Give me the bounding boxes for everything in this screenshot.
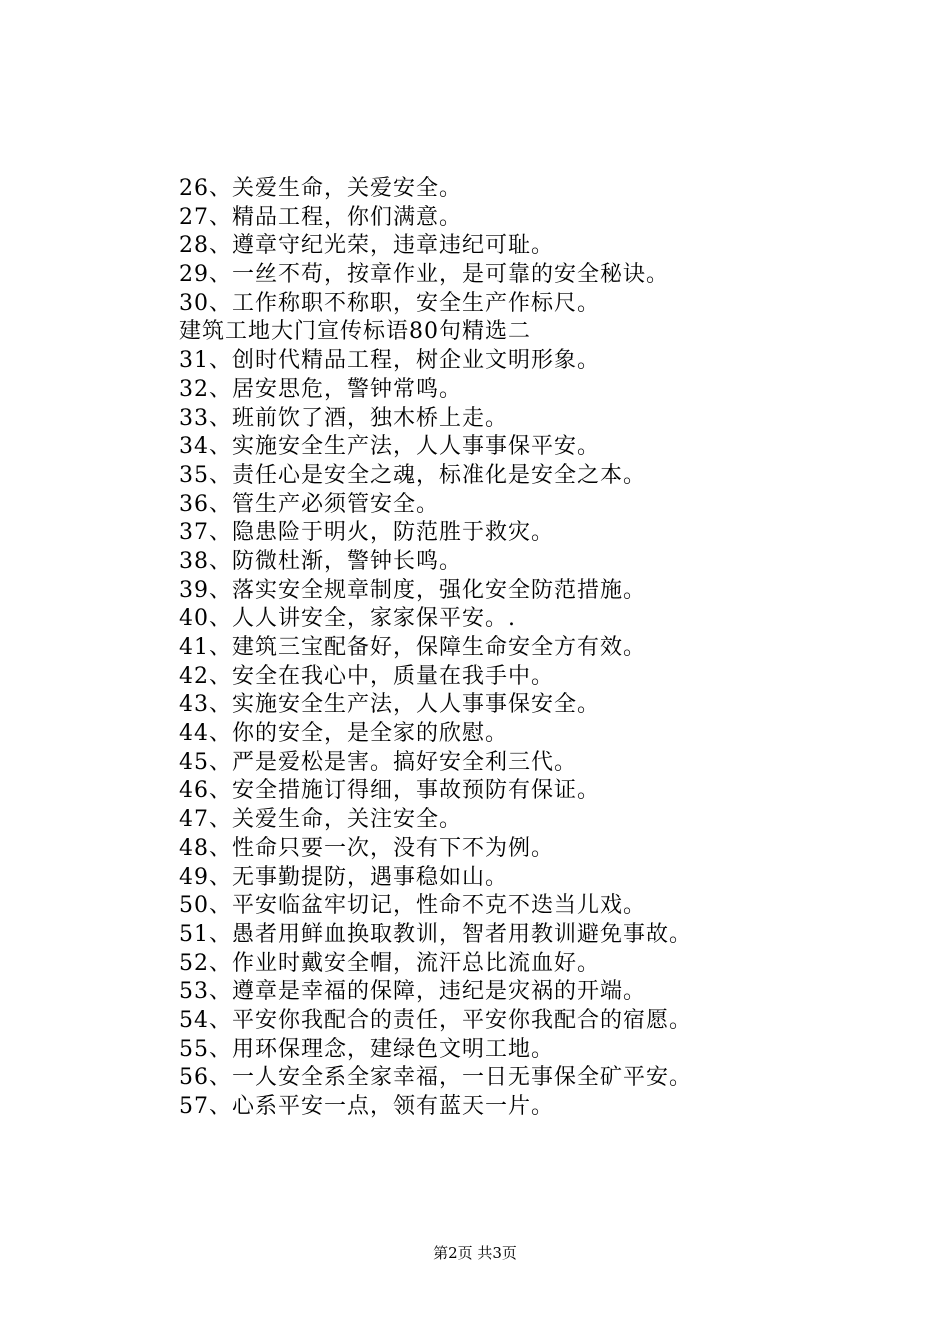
list-item: 47、关爱生命，关注安全。 (179, 807, 462, 833)
slogan-list (179, 175, 879, 1122)
list-item: 57、心系平安一点，领有蓝天一片。 (179, 1094, 554, 1119)
list-item: 33、班前饮了酒，独木桥上走。 (179, 405, 508, 431)
list-item: 32、居安思危，警钟常鸣。 (179, 376, 462, 402)
list-item: 39、落实安全规章制度，强化安全防范措施。 (179, 577, 646, 603)
page-number-footer: 第2页 共3页 (433, 1244, 517, 1262)
list-item: 43、实施安全生产法，人人事事保安全。 (179, 692, 600, 718)
list-item: 52、作业时戴安全帽，流汗总比流血好。 (179, 950, 600, 976)
list-item: 27、精品工程，你们满意。 (179, 204, 462, 230)
list-item: 36、管生产必须管安全。 (179, 491, 439, 517)
list-item: 34、实施安全生产法，人人事事保平安。 (179, 434, 600, 460)
list-item: 38、防微杜渐，警钟长鸣。 (179, 548, 462, 574)
list-item: 28、遵章守纪光荣，违章违纪可耻。 (179, 233, 554, 259)
list-item: 48、性命只要一次，没有下不为例。 (179, 835, 554, 861)
list-item: 30、工作称职不称职，安全生产作标尺。 (179, 290, 600, 316)
list-item: 49、无事勤提防，遇事稳如山。 (179, 864, 508, 890)
list-item: 29、一丝不苟，按章作业，是可靠的安全秘诀。 (179, 262, 669, 288)
list-item: 56、一人安全系全家幸福，一日无事保全矿平安。 (179, 1065, 692, 1091)
list-item: 41、建筑三宝配备好，保障生命安全方有效。 (179, 635, 646, 660)
list-item: 35、责任心是安全之魂，标准化是安全之本。 (179, 462, 646, 488)
list-item: 53、遵章是幸福的保障，违纪是灾祸的开端。 (179, 979, 646, 1005)
list-item: 26、关爱生命，关爱安全。 (179, 176, 462, 201)
list-item: 46、安全措施订得细，事故预防有保证。 (179, 778, 600, 804)
list-item: 51、愚者用鲜血换取教训，智者用教训避免事故。 (179, 921, 692, 947)
list-item: 50、平安临盆牢切记，性命不克不迭当儿戏。 (179, 893, 646, 919)
list-item: 37、隐患险于明火，防范胜于救灾。 (179, 520, 554, 546)
section-heading: 建筑工地大门宣传标语80句精选二 (179, 319, 531, 345)
list-item: 55、用环保理念，建绿色文明工地。 (179, 1036, 554, 1062)
list-item: 31、创时代精品工程，树企业文明形象。 (179, 348, 600, 374)
list-item: 45、严是爱松是害。搞好安全利三代。 (179, 749, 577, 775)
list-item: 44、你的安全，是全家的欣慰。 (179, 721, 508, 747)
list-item: 42、安全在我心中，质量在我手中。 (179, 663, 554, 689)
list-item: 40、人人讲安全，家家保平安。. (179, 606, 516, 632)
list-item: 54、平安你我配合的责任，平安你我配合的宿愿。 (179, 1007, 692, 1033)
